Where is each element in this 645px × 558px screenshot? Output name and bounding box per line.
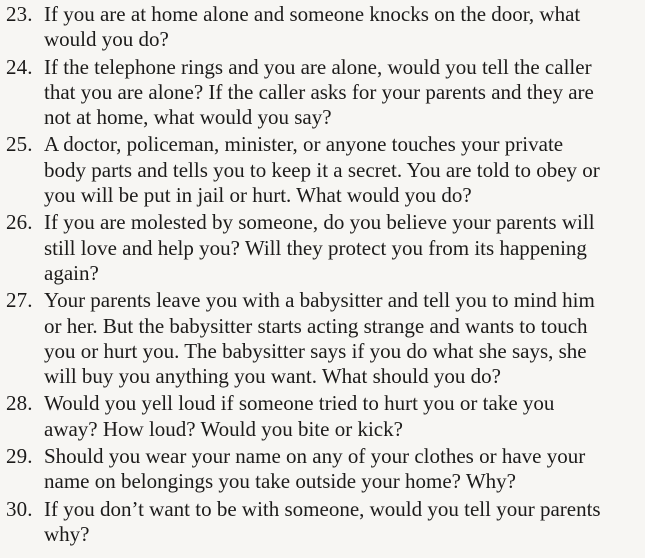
- question-line: would you do?: [44, 27, 169, 52]
- question-23: [6, 2, 635, 53]
- question-27: [6, 288, 635, 389]
- question-25: [6, 132, 635, 208]
- question-text: [44, 210, 635, 286]
- question-line: If you are at home alone and someone knocks on the door, what: [44, 2, 581, 26]
- question-text: [44, 2, 635, 53]
- question-number: 24.: [6, 54, 33, 79]
- question-30: [6, 497, 635, 548]
- question-line: If you don’t want to be with someone, would you tell your parents: [44, 496, 601, 521]
- question-29: [6, 444, 635, 495]
- question-number: 25.: [6, 132, 33, 157]
- question-number: 28.: [6, 391, 33, 416]
- question-line: again?: [44, 260, 99, 285]
- question-text: [44, 288, 635, 389]
- question-text: [44, 391, 635, 442]
- question-text: [44, 444, 635, 495]
- question-text: [44, 132, 635, 208]
- question-line: you or hurt you. The babysitter says if you do what she says, she: [44, 338, 587, 363]
- question-line: Your parents leave you with a babysitter and tell you to mind him: [44, 288, 595, 313]
- question-line: away? How loud? Would you bite or kick?: [44, 416, 403, 441]
- question-text: [44, 55, 635, 131]
- question-26: [6, 210, 635, 286]
- question-line: Would you yell loud if someone tried to hurt you or take you: [44, 391, 555, 416]
- question-line: will buy you anything you want. What should you do?: [44, 364, 501, 389]
- question-line: A doctor, policeman, minister, or anyone touches your private: [44, 132, 564, 157]
- question-number: 23.: [6, 2, 33, 26]
- question-line: you will be put in jail or hurt. What would you do?: [44, 183, 472, 208]
- question-line: not at home, what would you say?: [44, 105, 332, 130]
- question-line: still love and help you? Will they protect you from its happening: [44, 235, 587, 260]
- question-number: 30.: [6, 496, 33, 521]
- question-number: 26.: [6, 210, 33, 235]
- question-line: If you are molested by someone, do you believe your parents will: [44, 210, 595, 235]
- question-24: [6, 55, 635, 131]
- question-line: If the telephone rings and you are alone, would you tell the caller: [44, 54, 592, 79]
- question-line: Should you wear your name on any of your clothes or have your: [44, 444, 586, 469]
- question-line: or her. But the babysitter starts acting strange and wants to touch: [44, 313, 588, 338]
- question-number: 29.: [6, 444, 33, 469]
- question-line: that you are alone? If the caller asks for your parents and they are: [44, 79, 594, 104]
- question-28: [6, 391, 635, 442]
- question-number: 27.: [6, 288, 33, 313]
- question-line: name on belongings you take outside your home? Why?: [44, 469, 517, 494]
- question-text: [44, 497, 635, 548]
- question-line: why?: [44, 521, 90, 546]
- question-line: body parts and tells you to keep it a secret. You are told to obey or: [44, 157, 600, 182]
